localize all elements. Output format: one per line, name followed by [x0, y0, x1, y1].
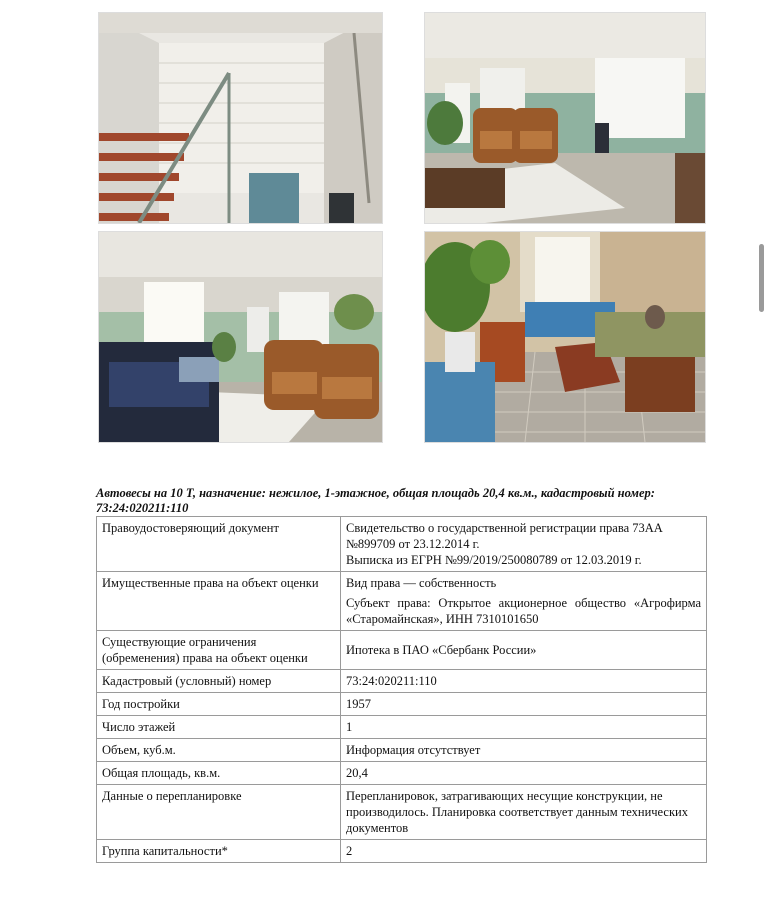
- row-value: [341, 840, 707, 863]
- row-label: Существующие ограничения (обременения) права на объект оценки: [97, 631, 341, 670]
- row-value: [341, 631, 707, 670]
- photo-armchairs-room: [424, 12, 706, 224]
- row-value-line: 73:24:020211:110: [346, 674, 437, 688]
- row-value-line: 20,4: [346, 766, 368, 780]
- table-row: [97, 762, 707, 785]
- row-label: Число этажей: [97, 716, 341, 739]
- table-row: [97, 840, 707, 863]
- row-value: [341, 693, 707, 716]
- photo-staircase-room: [98, 12, 383, 224]
- row-value-line: Вид права — собственность: [346, 576, 497, 590]
- row-value: [341, 785, 707, 840]
- photo-plants-room: [424, 231, 706, 443]
- row-label: Год постройки: [97, 693, 341, 716]
- row-value-line: Информация отсутствует: [346, 743, 481, 757]
- row-value-line: Ипотека в ПАО «Сбербанк России»: [346, 643, 537, 657]
- table-row: [97, 716, 707, 739]
- photo-sofa-room: [98, 231, 383, 443]
- row-label: Имущественные права на объект оценки: [97, 572, 341, 631]
- table-row: [97, 785, 707, 840]
- row-label: Группа капитальности*: [97, 840, 341, 863]
- row-label: Объем, куб.м.: [97, 739, 341, 762]
- table-row: [97, 739, 707, 762]
- table-row: [97, 572, 707, 631]
- property-info-table: [96, 516, 707, 863]
- row-value: [341, 762, 707, 785]
- row-value-line: 1957: [346, 697, 371, 711]
- row-value: [341, 517, 707, 572]
- row-value: [341, 572, 707, 631]
- row-label: Данные о перепланировке: [97, 785, 341, 840]
- row-label: Кадастровый (условный) номер: [97, 670, 341, 693]
- row-value-line: 1: [346, 720, 353, 734]
- table-row: [97, 517, 707, 572]
- table-row: [97, 670, 707, 693]
- row-value-line: Выписка из ЕГРН №99/2019/250080789 от 12.03.2019 г.: [346, 553, 642, 567]
- row-value-line: Свидетельство о государственной регистрации права 73АА №899709 от 23.12.2014 г.: [346, 521, 663, 551]
- scrollbar-thumb[interactable]: [759, 244, 764, 312]
- row-value: [341, 670, 707, 693]
- row-value-line: Перепланировок, затрагивающих несущие конструкции, не производилось. Планировка соответствует данным технических документов: [346, 789, 688, 835]
- row-label: Правоудостоверяющий документ: [97, 517, 341, 572]
- row-value: [341, 716, 707, 739]
- row-value: [341, 739, 707, 762]
- row-value-line: 2: [346, 844, 353, 858]
- table-row: [97, 631, 707, 670]
- object-caption: Автовесы на 10 Т, назначение: нежилое, 1-этажное, общая площадь 20,4 кв.м., кадастровый номер: 73:24:020211:110: [96, 486, 655, 515]
- row-label: Общая площадь, кв.м.: [97, 762, 341, 785]
- row-value-line: Субъект права: Открытое акционерное общество «Агрофирма «Старомайнская», ИНН 7310101650: [346, 596, 701, 626]
- table-row: [97, 693, 707, 716]
